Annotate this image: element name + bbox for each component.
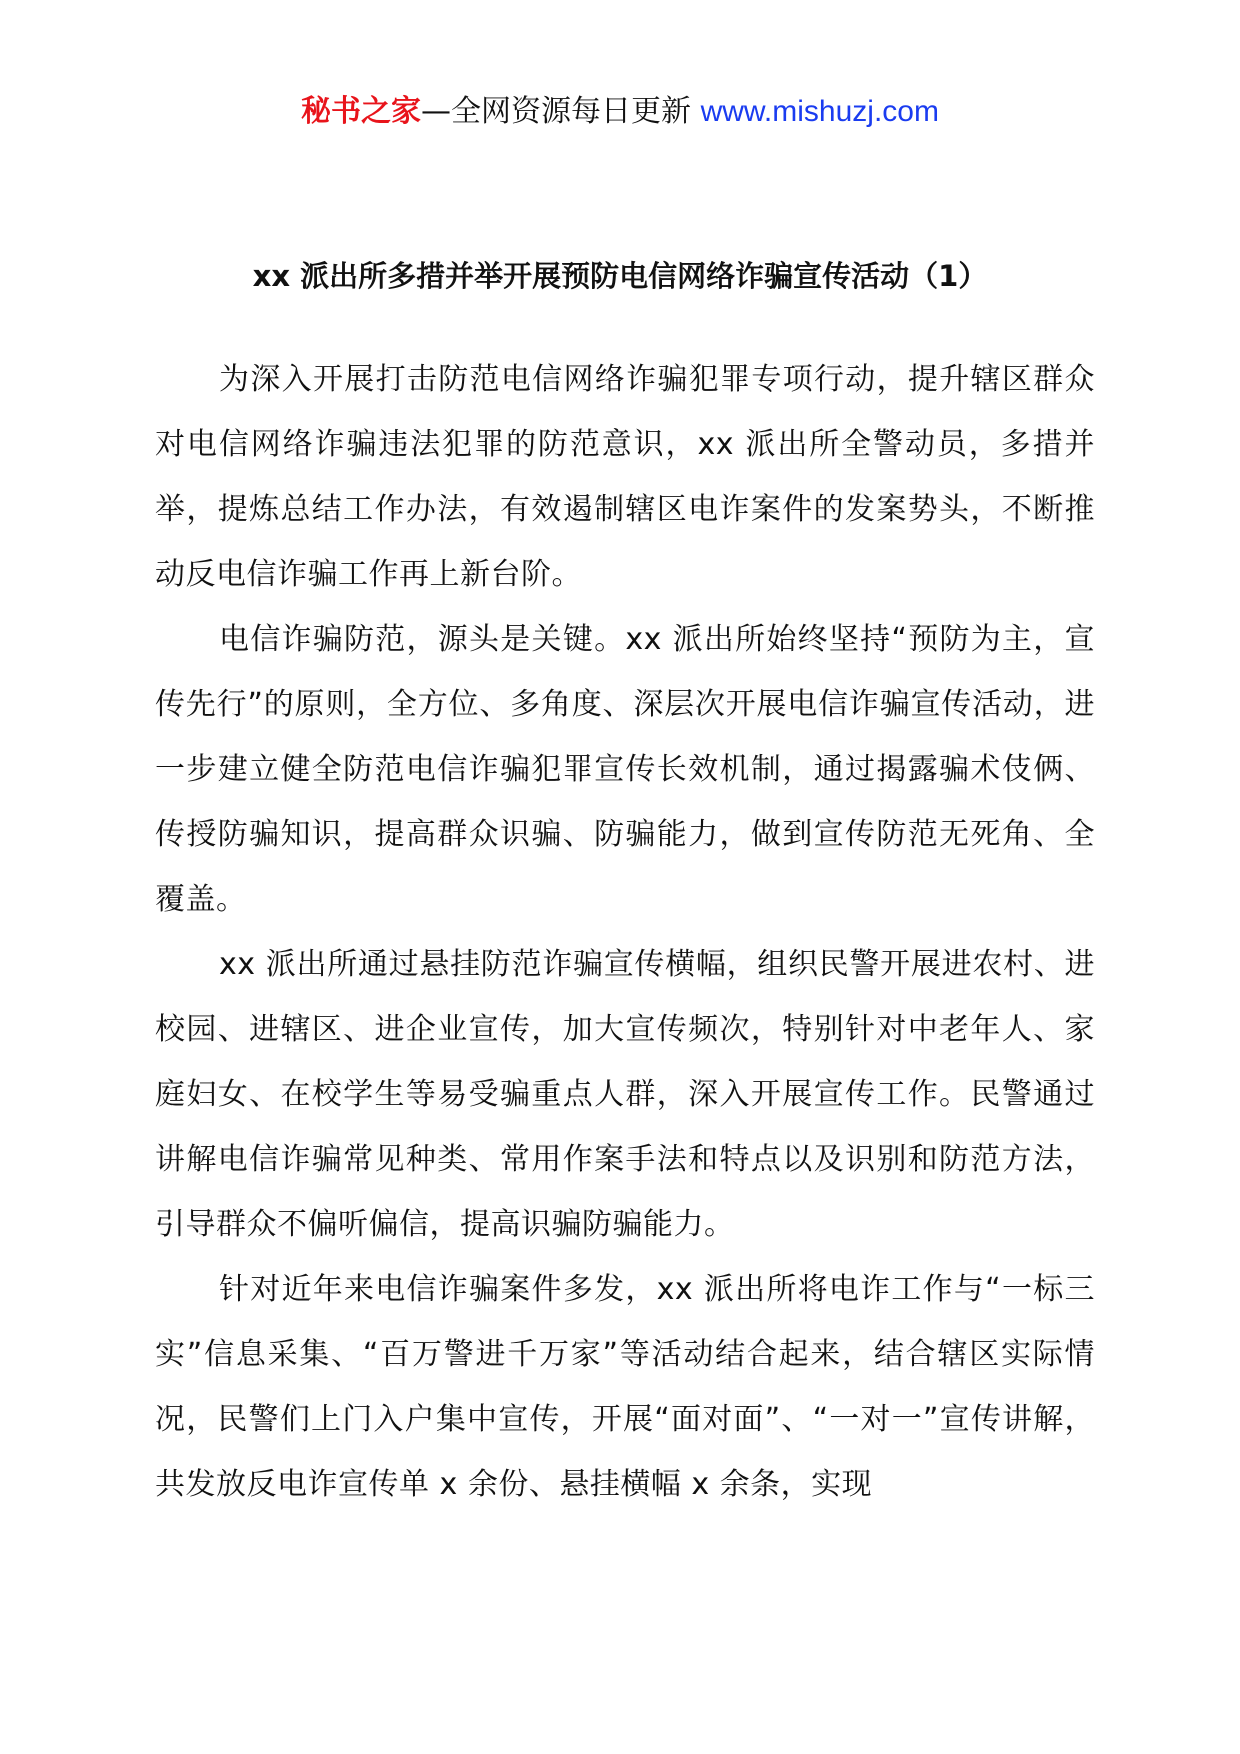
paragraph: 电信诈骗防范，源头是关键。xx 派出所始终坚持“预防为主，宣传先行”的原则，全方位、多角度、深层次开展电信诈骗宣传活动，进一步建立健全防范电信诈骗犯罪宣传长效机制，通过揭露骗术伎俩、传授防骗知识，提高群众识骗、防骗能力，做到宣传防范无死角、全覆盖。 [155,622,1095,917]
site-tagline: —全网资源每日更新 [421,94,692,129]
site-header [0,92,1240,132]
site-brand: 秘书之家 [301,94,422,129]
document-title: xx 派出所多措并举开展预防电信网络诈骗宣传活动（1） [252,259,988,293]
site-url-link[interactable]: www.mishuzj.com [700,95,939,128]
paragraph: 针对近年来电信诈骗案件多发，xx 派出所将电诈工作与“一标三实”信息采集、“百万警进千万家”等活动结合起来，结合辖区实际情况，民警们上门入户集中宣传，开展“面对面”、“一对一”宣传讲解，共发放反电诈宣传单 x 余份、悬挂横幅 x 余条，实现 [155,1272,1095,1502]
paragraph: xx 派出所通过悬挂防范诈骗宣传横幅，组织民警开展进农村、进校园、进辖区、进企业宣传，加大宣传频次，特别针对中老年人、家庭妇女、在校学生等易受骗重点人群，深入开展宣传工作。民警通过讲解电信诈骗常见种类、常用作案手法和特点以及识别和防范方法，引导群众不偏听偏信，提高识骗防骗能力。 [155,947,1095,1242]
document-body [155,347,1095,1517]
paragraph: 为深入开展打击防范电信网络诈骗犯罪专项行动，提升辖区群众对电信网络诈骗违法犯罪的防范意识，xx 派出所全警动员，多措并举，提炼总结工作办法，有效遏制辖区电诈案件的发案势头，不断推动反电信诈骗工作再上新台阶。 [155,362,1095,592]
